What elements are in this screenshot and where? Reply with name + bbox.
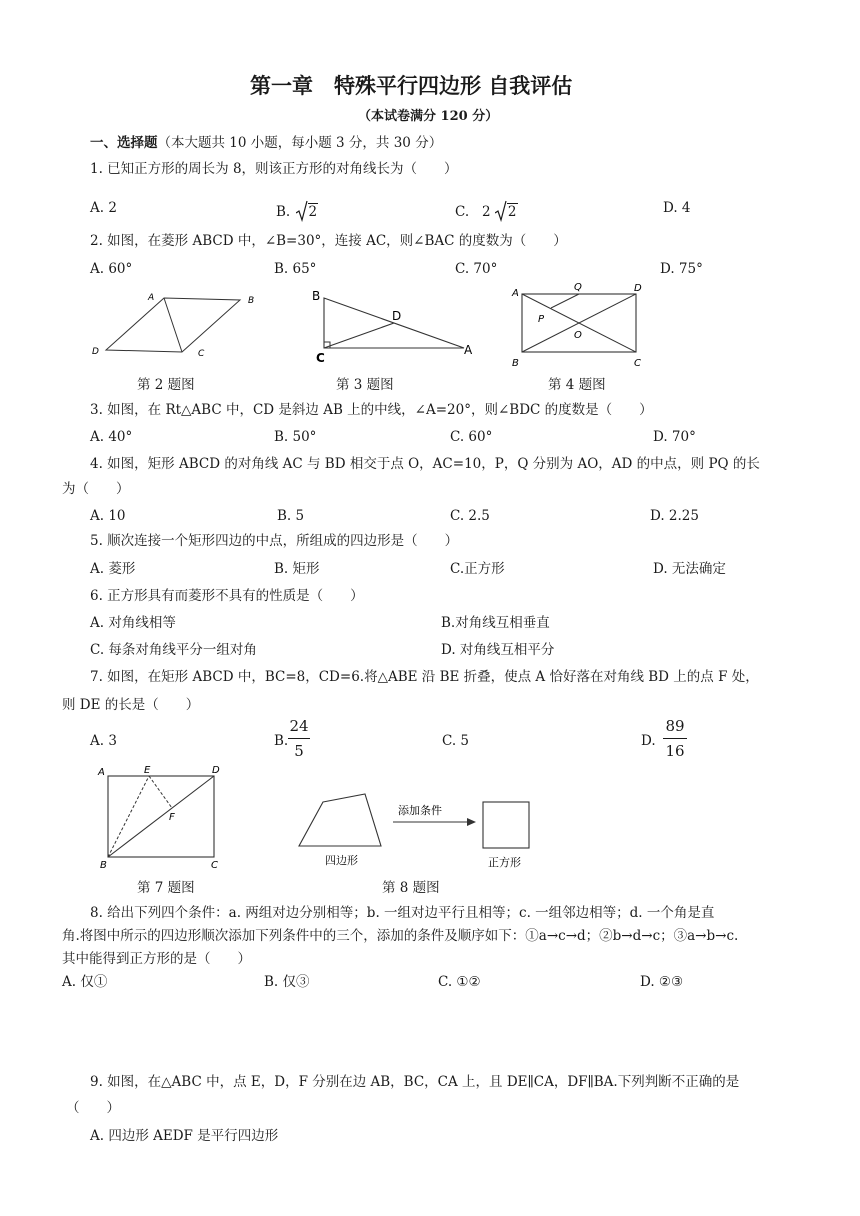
figure-2-rhombus xyxy=(86,288,266,364)
sqrt-symbol xyxy=(296,200,308,222)
fig7-label-c: C xyxy=(211,860,218,871)
fig4-label-o: O xyxy=(574,330,582,341)
q4-option-a: A. 10 xyxy=(90,508,126,524)
q5-stem: 5. 顺次连接一个矩形四边的中点，所组成的四边形是（ ） xyxy=(90,533,459,549)
figure-7-caption: 第 7 题图 xyxy=(137,880,195,896)
fig7-label-b: B xyxy=(100,860,107,871)
q1-option-c-radicand: 2 xyxy=(507,204,517,220)
q9-stem-line1: 9. 如图，在△ABC 中，点 E，D，F 分别在边 AB，BC，CA 上，且 DE∥CA，DF∥BA.下列判断不正确的是 xyxy=(90,1074,740,1090)
fig4-label-c: C xyxy=(634,358,641,369)
figure-7-fold xyxy=(92,762,232,872)
section-label: 一、选择题 xyxy=(90,135,158,151)
q4-option-d: D. 2.25 xyxy=(650,508,699,524)
q6-option-d: D. 对角线互相平分 xyxy=(441,642,555,658)
q2-stem: 2. 如图，在菱形 ABCD 中，∠B=30°，连接 AC，则∠BAC 的度数为（ ） xyxy=(90,233,567,249)
fraction-denominator: 16 xyxy=(665,742,685,760)
fraction-numerator: 89 xyxy=(665,717,685,735)
q6-option-a: A. 对角线相等 xyxy=(90,615,176,631)
fig7-label-a: A xyxy=(98,767,105,778)
fig7-label-f: F xyxy=(169,812,175,823)
q2-option-c: C. 70° xyxy=(455,261,498,277)
q5-option-d: D. 无法确定 xyxy=(653,561,726,577)
q7-option-c: C. 5 xyxy=(442,733,470,749)
q1-radicand: 2 xyxy=(308,204,318,220)
fraction-denominator: 5 xyxy=(294,742,304,760)
page-title: 第一章 特殊平行四边形 自我评估 xyxy=(250,74,573,98)
q5-option-c: C.正方形 xyxy=(450,561,505,577)
section-heading xyxy=(90,135,442,151)
fig8-label-add-condition: 添加条件 xyxy=(398,804,442,817)
q8-option-a: A. 仅① xyxy=(62,974,108,990)
page-subtitle: （本试卷满分 120 分） xyxy=(358,109,499,124)
q3-option-a: A. 40° xyxy=(90,429,133,445)
q7-option-b-fraction xyxy=(288,717,310,760)
q7-option-a: A. 3 xyxy=(90,733,117,749)
q2-option-a: A. 60° xyxy=(90,261,133,277)
q8-stem-line2: 角.将图中所示的四边形顺次添加下列条件中的三个，添加的条件及顺序如下：①a→c→d；②b→d→c；③a→b→c. xyxy=(62,928,739,944)
q1-option-c xyxy=(455,200,518,222)
q1-option-c-label: C. xyxy=(455,204,470,220)
fig4-label-d: D xyxy=(634,283,642,294)
figure-4-rectangle xyxy=(506,280,656,370)
q7-stem-line2: 则 DE 的长是（ ） xyxy=(62,697,200,713)
figure-2-caption: 第 2 题图 xyxy=(137,377,195,393)
fig2-label-b: B xyxy=(248,296,255,306)
fraction-bar xyxy=(288,738,310,739)
fig2-label-d: D xyxy=(92,347,99,357)
q4-option-b: B. 5 xyxy=(277,508,305,524)
q7-option-b-label: B. xyxy=(274,733,289,749)
fig8-label-quadrilateral: 四边形 xyxy=(325,854,358,867)
fig2-label-a: A xyxy=(148,293,155,303)
figure-8-caption: 第 8 题图 xyxy=(382,880,440,896)
figure-3-caption: 第 3 题图 xyxy=(336,377,394,393)
fraction-numerator: 24 xyxy=(289,717,309,735)
q3-option-b: B. 50° xyxy=(274,429,317,445)
fig4-label-a: A xyxy=(512,288,519,299)
q1-option-b xyxy=(276,200,318,222)
section-detail: （本大题共 10 小题，每小题 3 分，共 30 分） xyxy=(157,135,443,151)
q1-option-b-label: B. xyxy=(276,204,291,220)
q4-stem-line2: 为（ ） xyxy=(62,481,130,497)
fig3-label-c: C xyxy=(316,351,325,365)
fig3-label-d: D xyxy=(392,309,402,323)
figure-3-right-triangle xyxy=(310,286,480,366)
q1-option-c-coef: 2 xyxy=(482,204,491,220)
q2-option-d: D. 75° xyxy=(660,261,703,277)
fraction-bar xyxy=(663,738,687,739)
q1-option-d: D. 4 xyxy=(663,200,691,216)
fig4-label-q: Q xyxy=(574,282,582,293)
q4-option-c: C. 2.5 xyxy=(450,508,490,524)
q9-option-a: A. 四边形 AEDF 是平行四边形 xyxy=(90,1128,279,1144)
q8-option-d: D. ②③ xyxy=(640,974,684,990)
q5-option-b: B. 矩形 xyxy=(274,561,320,577)
q2-option-b: B. 65° xyxy=(274,261,317,277)
q1-option-a: A. 2 xyxy=(90,200,117,216)
fig4-label-b: B xyxy=(512,358,519,369)
fig2-label-c: C xyxy=(198,349,205,359)
q9-stem-line2: （ ） xyxy=(66,1100,120,1116)
q5-option-a: A. 菱形 xyxy=(90,561,136,577)
fig8-label-square: 正方形 xyxy=(488,856,521,869)
fig4-label-p: P xyxy=(538,314,545,325)
figure-8-diagram xyxy=(295,790,540,875)
q6-option-b: B.对角线互相垂直 xyxy=(441,615,550,631)
q7-stem-line1: 7. 如图，在矩形 ABCD 中，BC=8，CD=6.将△ABE 沿 BE 折叠，使点 A 恰好落在对角线 BD 上的点 F 处， xyxy=(90,669,759,685)
q3-option-d: D. 70° xyxy=(653,429,696,445)
q3-stem: 3. 如图，在 Rt△ABC 中，CD 是斜边 AB 上的中线，∠A=20°，则∠BDC 的度数是（ ） xyxy=(90,402,653,418)
q4-stem-line1: 4. 如图，矩形 ABCD 的对角线 AC 与 BD 相交于点 O，AC=10，P，Q 分别为 AO，AD 的中点，则 PQ 的长 xyxy=(90,456,760,472)
q6-option-c: C. 每条对角线平分一组对角 xyxy=(90,642,257,658)
q3-option-c: C. 60° xyxy=(450,429,493,445)
q7-option-d-label: D. xyxy=(641,733,656,749)
q8-stem-line3: 其中能得到正方形的是（ ） xyxy=(62,951,251,967)
q1-stem: 1. 已知正方形的周长为 8，则该正方形的对角线长为（ ） xyxy=(90,161,458,177)
figure-4-caption: 第 4 题图 xyxy=(548,377,606,393)
sqrt-symbol xyxy=(495,200,507,222)
fig3-label-b: B xyxy=(312,289,321,303)
q8-stem-line1: 8. 给出下列四个条件：a. 两组对边分别相等；b. 一组对边平行且相等；c. 一组邻边相等；d. 一个角是直 xyxy=(90,905,715,921)
q7-option-d-fraction xyxy=(663,717,687,760)
q8-option-c: C. ①② xyxy=(438,974,481,990)
fig3-label-a: A xyxy=(464,343,473,357)
q6-stem: 6. 正方形具有而菱形不具有的性质是（ ） xyxy=(90,588,364,604)
q8-option-b: B. 仅③ xyxy=(264,974,310,990)
fig7-label-d: D xyxy=(212,765,220,776)
fig7-label-e: E xyxy=(144,765,151,776)
